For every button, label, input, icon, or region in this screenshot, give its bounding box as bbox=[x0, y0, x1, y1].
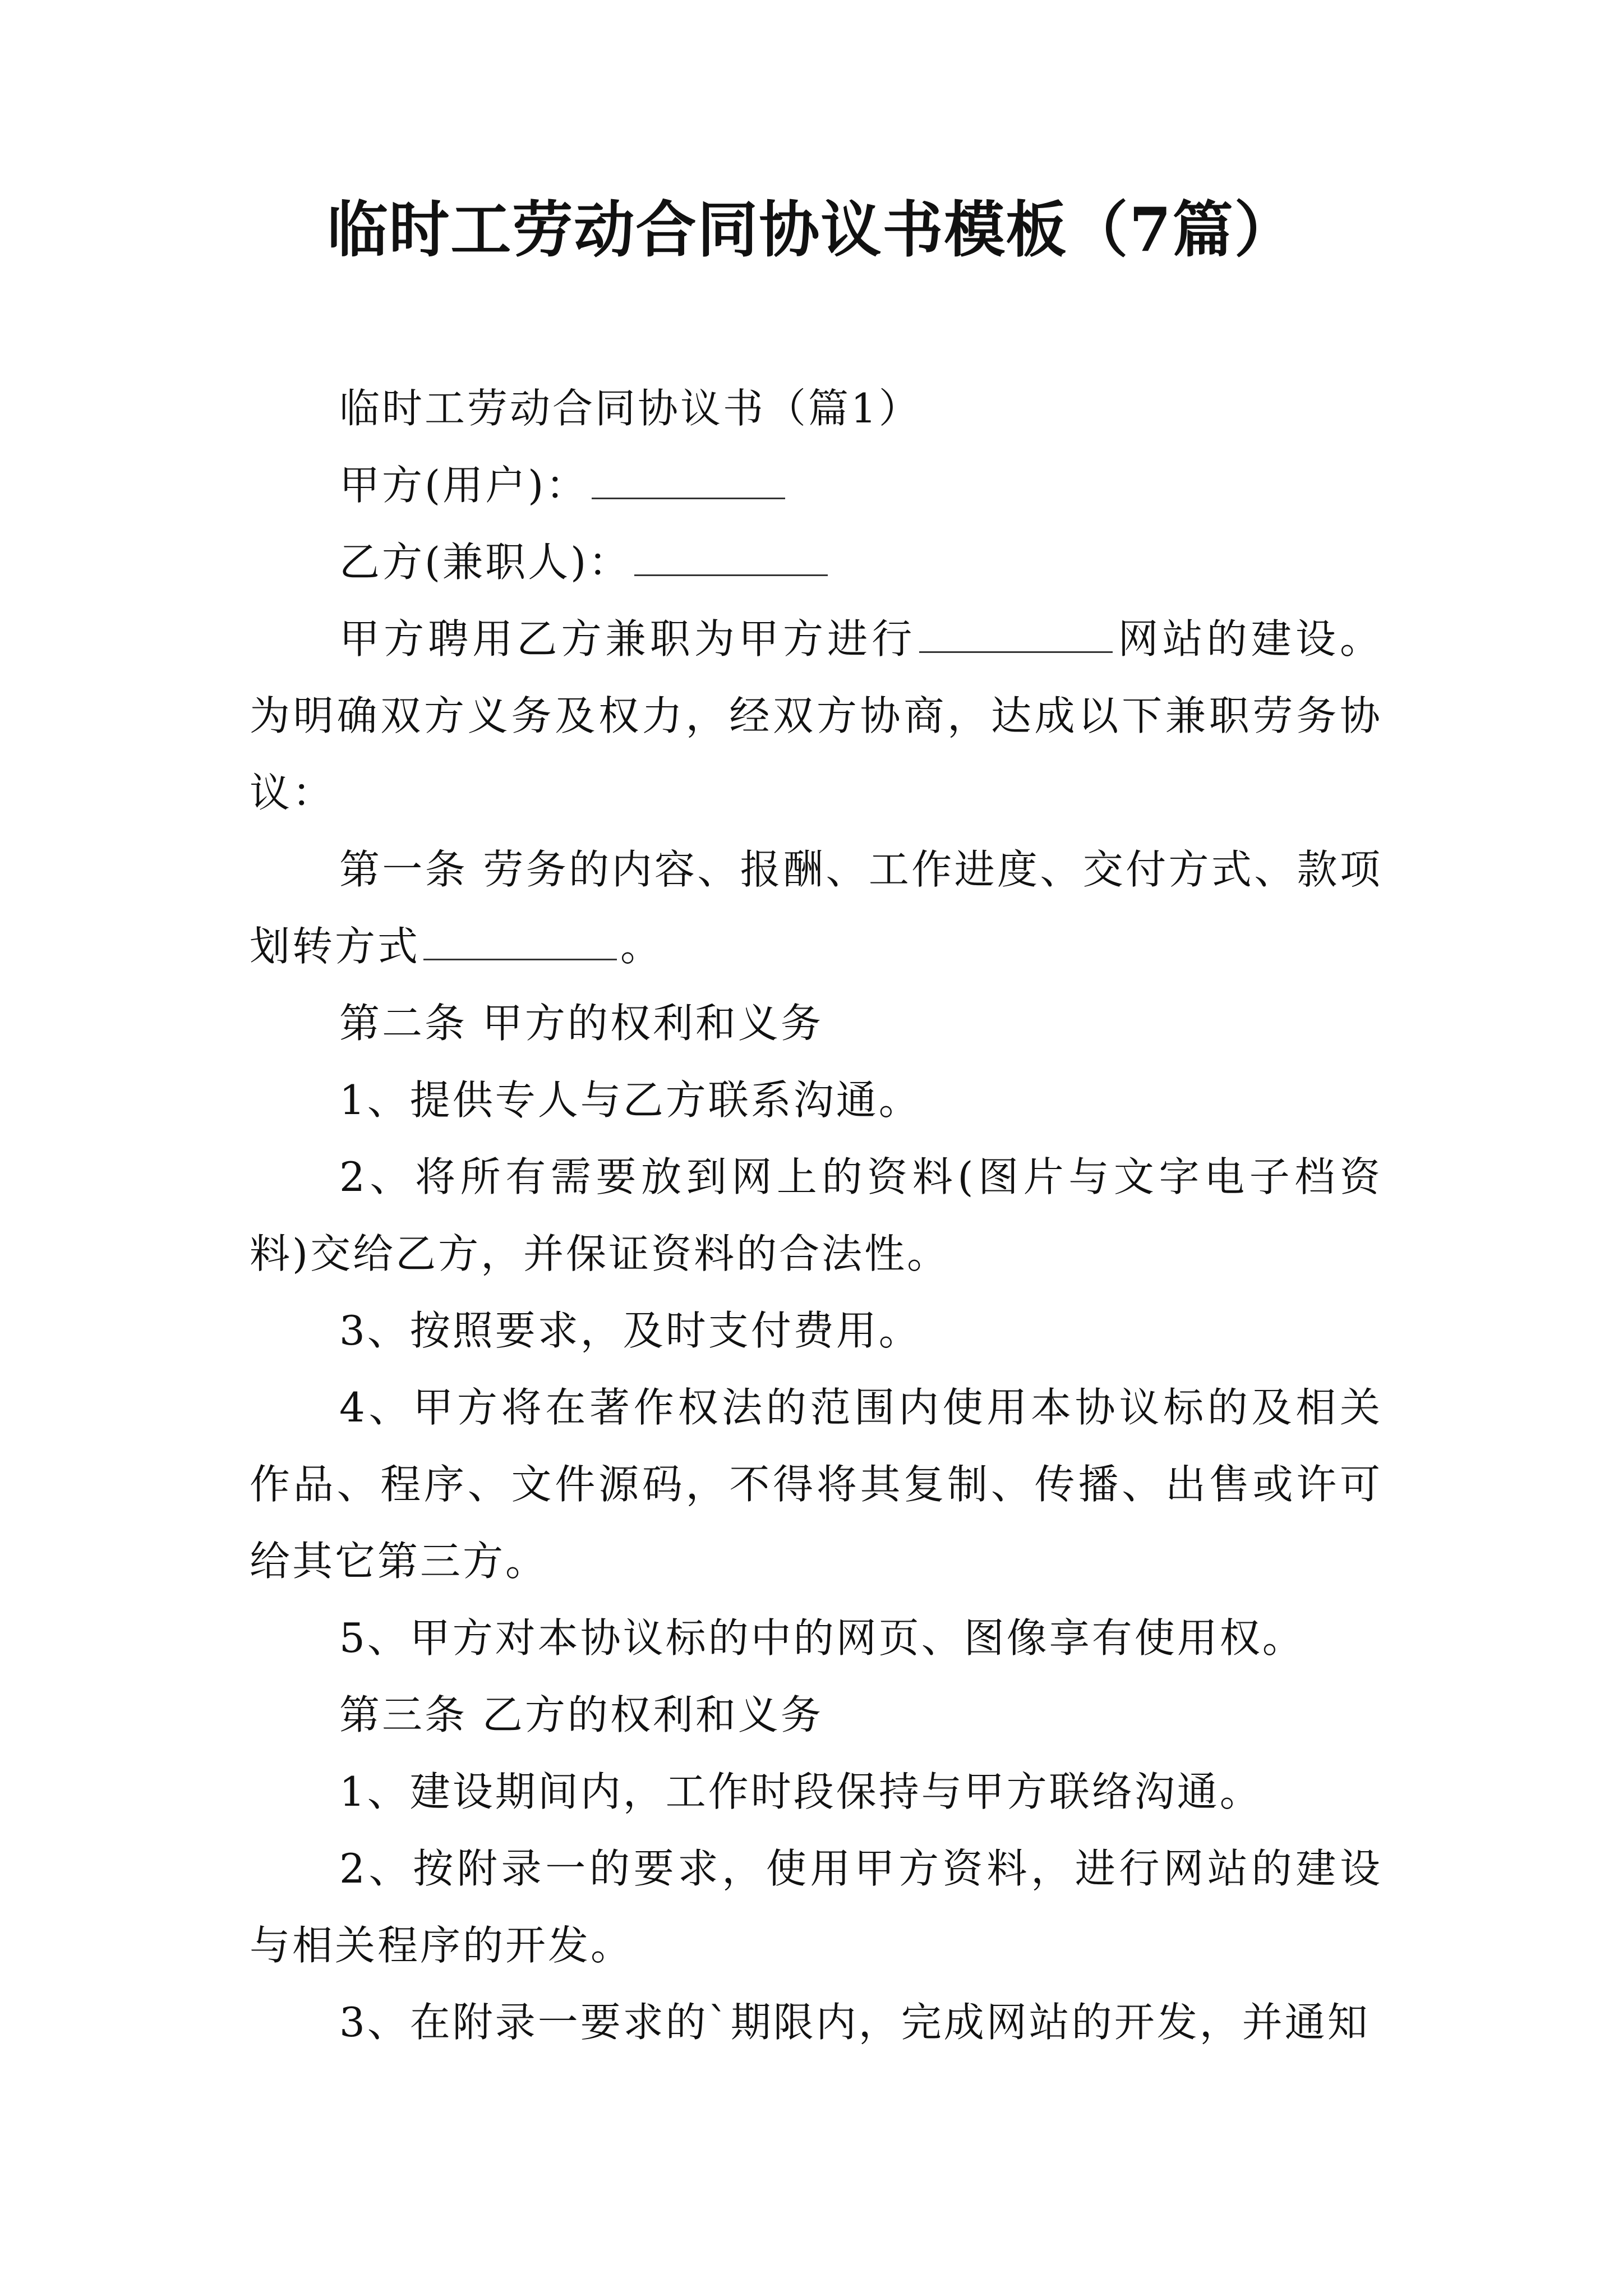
paragraph-text: 第三条 乙方的权利和义务 bbox=[339, 1691, 823, 1738]
paragraph-text: 5、甲方对本协议标的中的网页、图像享有使用权。 bbox=[339, 1614, 1305, 1662]
paragraph-text: 2、将所有需要放到网上的资料(图片与文字电子档资料)交给乙方，并保证资料的合法性。 bbox=[250, 1153, 1382, 1277]
list-item bbox=[250, 1292, 1382, 1369]
list-item bbox=[250, 1139, 1382, 1292]
party-a-line bbox=[250, 447, 1382, 524]
list-item bbox=[250, 1600, 1382, 1677]
party-b-line bbox=[250, 524, 1382, 601]
article-heading bbox=[250, 985, 1382, 1062]
paragraph-text: 临时工劳动合同协议书（篇1） bbox=[339, 385, 921, 432]
fill-in-blank bbox=[919, 618, 1113, 653]
paragraph-text: 3、按照要求，及时支付费用。 bbox=[339, 1307, 921, 1354]
paragraph-text: 甲方(用户)： bbox=[339, 462, 589, 509]
list-item bbox=[250, 1830, 1382, 1984]
paragraph-text: 4、甲方将在著作权法的范围内使用本协议标的及相关作品、程序、文件源码，不得将其复制、传播、出售或许可给其它第三方。 bbox=[250, 1384, 1382, 1585]
list-item bbox=[250, 1369, 1382, 1600]
document-title: 临时工劳动合同协议书模板（7篇） bbox=[327, 195, 1296, 265]
paragraph-text: 2、按附录一的要求，使用甲方资料，进行网站的建设与相关程序的开发。 bbox=[250, 1845, 1382, 1969]
fill-in-blank bbox=[592, 464, 785, 499]
paragraph-text: 第二条 甲方的权利和义务 bbox=[339, 1000, 823, 1047]
paragraph-text: 甲方聘用乙方兼职为甲方进行 bbox=[339, 615, 916, 662]
article-paragraph bbox=[250, 831, 1382, 985]
list-item bbox=[250, 1062, 1382, 1139]
section-heading bbox=[250, 370, 1382, 447]
paragraph-text: 乙方(兼职人)： bbox=[339, 539, 631, 586]
list-item bbox=[250, 1984, 1382, 2061]
fill-in-blank bbox=[634, 541, 828, 576]
paragraph-text: 1、提供专人与乙方联系沟通。 bbox=[339, 1076, 921, 1124]
paragraph-suffix: 网站的建设。为明确双方义务及权力，经双方协商，达成以下兼职劳务协议： bbox=[250, 615, 1382, 816]
paragraph bbox=[250, 601, 1382, 831]
list-item bbox=[250, 1754, 1382, 1830]
document-body bbox=[250, 370, 1382, 2061]
paragraph-text: 3、在附录一要求的`期限内，完成网站的开发，并通知 bbox=[339, 1999, 1370, 2046]
paragraph-suffix: 。 bbox=[620, 923, 663, 970]
paragraph-text: 第一条 劳务的内容、报酬、工作进度、交付方式、款项划转方式 bbox=[250, 846, 1382, 970]
paragraph-text: 1、建设期间内，工作时段保持与甲方联络沟通。 bbox=[339, 1768, 1262, 1815]
article-heading bbox=[250, 1677, 1382, 1754]
fill-in-blank bbox=[423, 925, 617, 960]
